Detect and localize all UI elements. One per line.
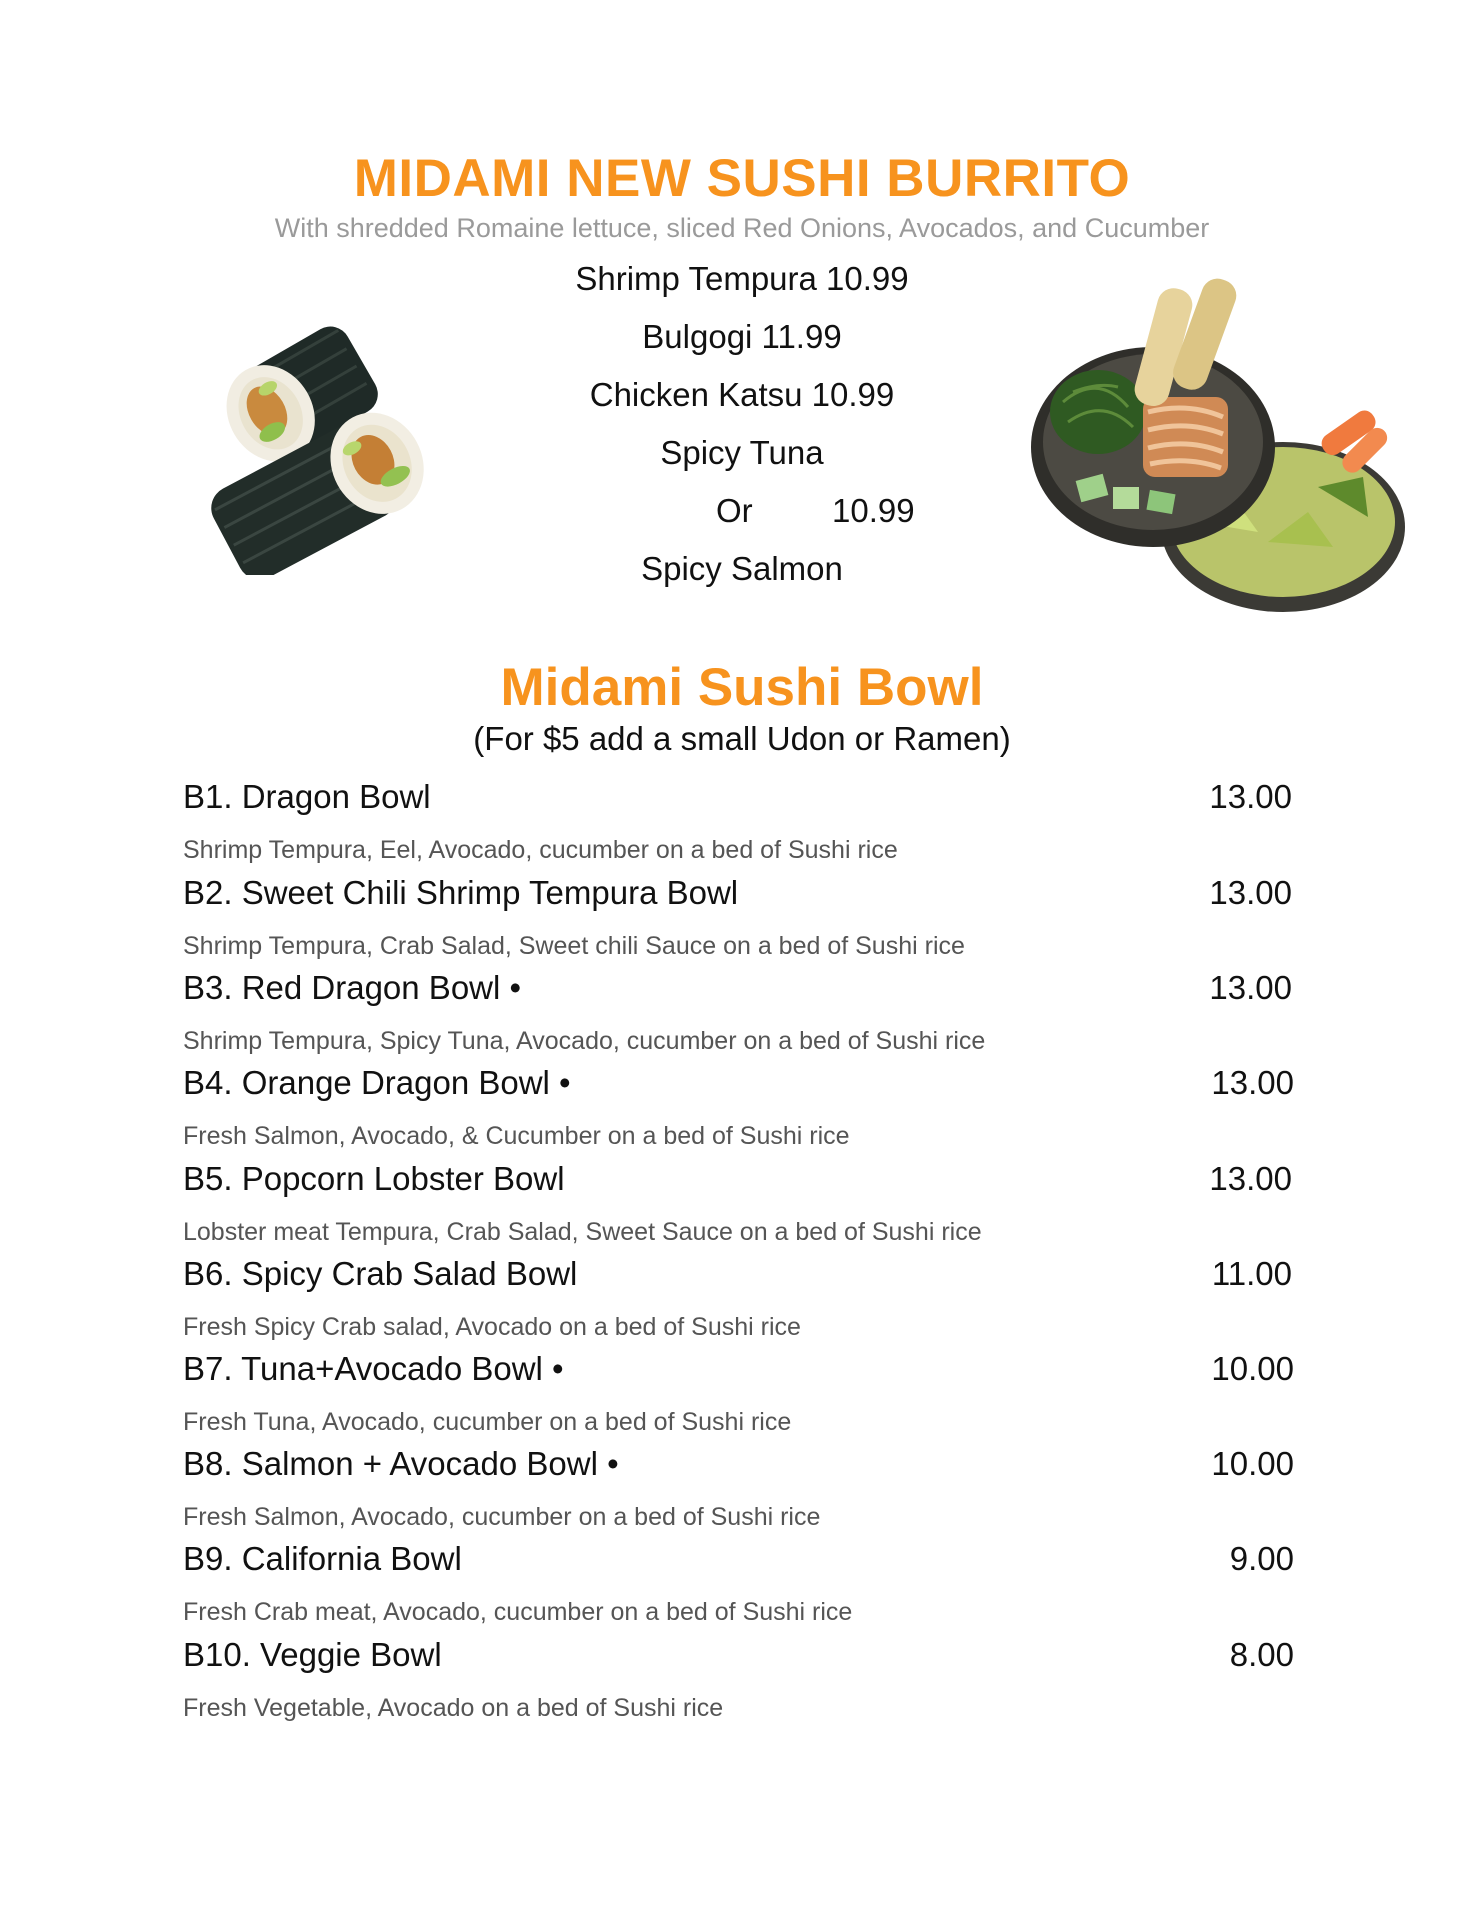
- sushi-burrito-photo: [195, 310, 455, 575]
- burrito-spicy-price: 10.99: [832, 492, 915, 529]
- bowl-item-price: 13.00: [1209, 1160, 1292, 1197]
- bowl-item-desc: Fresh Vegetable, Avocado on a bed of Sushi rice: [183, 1694, 724, 1722]
- burrito-item-spicy-salmon: Spicy Salmon: [641, 550, 843, 587]
- burrito-item-shrimp-tempura: Shrimp Tempura 10.99: [575, 260, 909, 297]
- burrito-item-chicken-katsu: Chicken Katsu 10.99: [589, 376, 895, 413]
- bowl-item-price: 9.00: [1229, 1540, 1294, 1577]
- bowl-item-name: B10. Veggie Bowl: [183, 1636, 442, 1673]
- bowl-item-desc: Shrimp Tempura, Spicy Tuna, Avocado, cucumber on a bed of Sushi rice: [183, 1027, 986, 1055]
- sushi-bowl-photo: [1018, 272, 1408, 612]
- bowl-item-desc: Lobster meat Tempura, Crab Salad, Sweet Sauce on a bed of Sushi rice: [183, 1218, 982, 1246]
- bowl-item-name: B9. California Bowl: [183, 1540, 462, 1577]
- bowl-item-desc: Fresh Spicy Crab salad, Avocado on a bed of Sushi rice: [183, 1313, 801, 1341]
- bowl-item-price: 10.00: [1211, 1350, 1294, 1387]
- bowl-item-name: B1. Dragon Bowl: [183, 778, 431, 815]
- bowl-item-desc: Fresh Tuna, Avocado, cucumber on a bed of Sushi rice: [183, 1408, 792, 1436]
- bowl-item-name: B5. Popcorn Lobster Bowl: [183, 1160, 565, 1197]
- burrito-item-spicy-tuna: Spicy Tuna: [660, 434, 824, 471]
- burrito-subtitle: With shredded Romaine lettuce, sliced Red Onions, Avocados, and Cucumber: [274, 213, 1210, 243]
- bowl-item-price: 11.00: [1211, 1255, 1292, 1292]
- burrito-item-bulgogi: Bulgogi 11.99: [642, 318, 842, 355]
- bowl-item-name: B8. Salmon + Avocado Bowl •: [183, 1445, 619, 1482]
- bowl-item-desc: Fresh Salmon, Avocado, & Cucumber on a bed of Sushi rice: [183, 1122, 850, 1150]
- bowl-item-price: 13.00: [1211, 1064, 1294, 1101]
- bowl-item-name: B7. Tuna+Avocado Bowl •: [183, 1350, 564, 1387]
- bowl-item-name: B3. Red Dragon Bowl •: [183, 969, 522, 1006]
- bowl-item-name: B6. Spicy Crab Salad Bowl: [183, 1255, 578, 1292]
- bowl-item-name: B4. Orange Dragon Bowl •: [183, 1064, 571, 1101]
- bowl-item-desc: Fresh Crab meat, Avocado, cucumber on a bed of Sushi rice: [183, 1598, 853, 1626]
- bowl-item-price: 8.00: [1229, 1636, 1294, 1673]
- bowl-item-desc: Fresh Salmon, Avocado, cucumber on a bed of Sushi rice: [183, 1503, 821, 1531]
- bowl-item-desc: Shrimp Tempura, Crab Salad, Sweet chili Sauce on a bed of Sushi rice: [183, 932, 965, 960]
- bowl-note: (For $5 add a small Udon or Ramen): [473, 720, 1011, 757]
- bowl-item-price: 13.00: [1209, 778, 1292, 815]
- bowl-item-price: 13.00: [1209, 874, 1292, 911]
- bowl-title: Midami Sushi Bowl: [500, 658, 984, 717]
- bowl-item-price: 13.00: [1209, 969, 1292, 1006]
- bowl-item-desc: Shrimp Tempura, Eel, Avocado, cucumber on a bed of Sushi rice: [183, 836, 898, 864]
- burrito-or-label: Or: [716, 492, 753, 529]
- bowl-item-price: 10.00: [1211, 1445, 1294, 1482]
- bowl-item-name: B2. Sweet Chili Shrimp Tempura Bowl: [183, 874, 739, 911]
- burrito-title: MIDAMI NEW SUSHI BURRITO: [353, 149, 1131, 208]
